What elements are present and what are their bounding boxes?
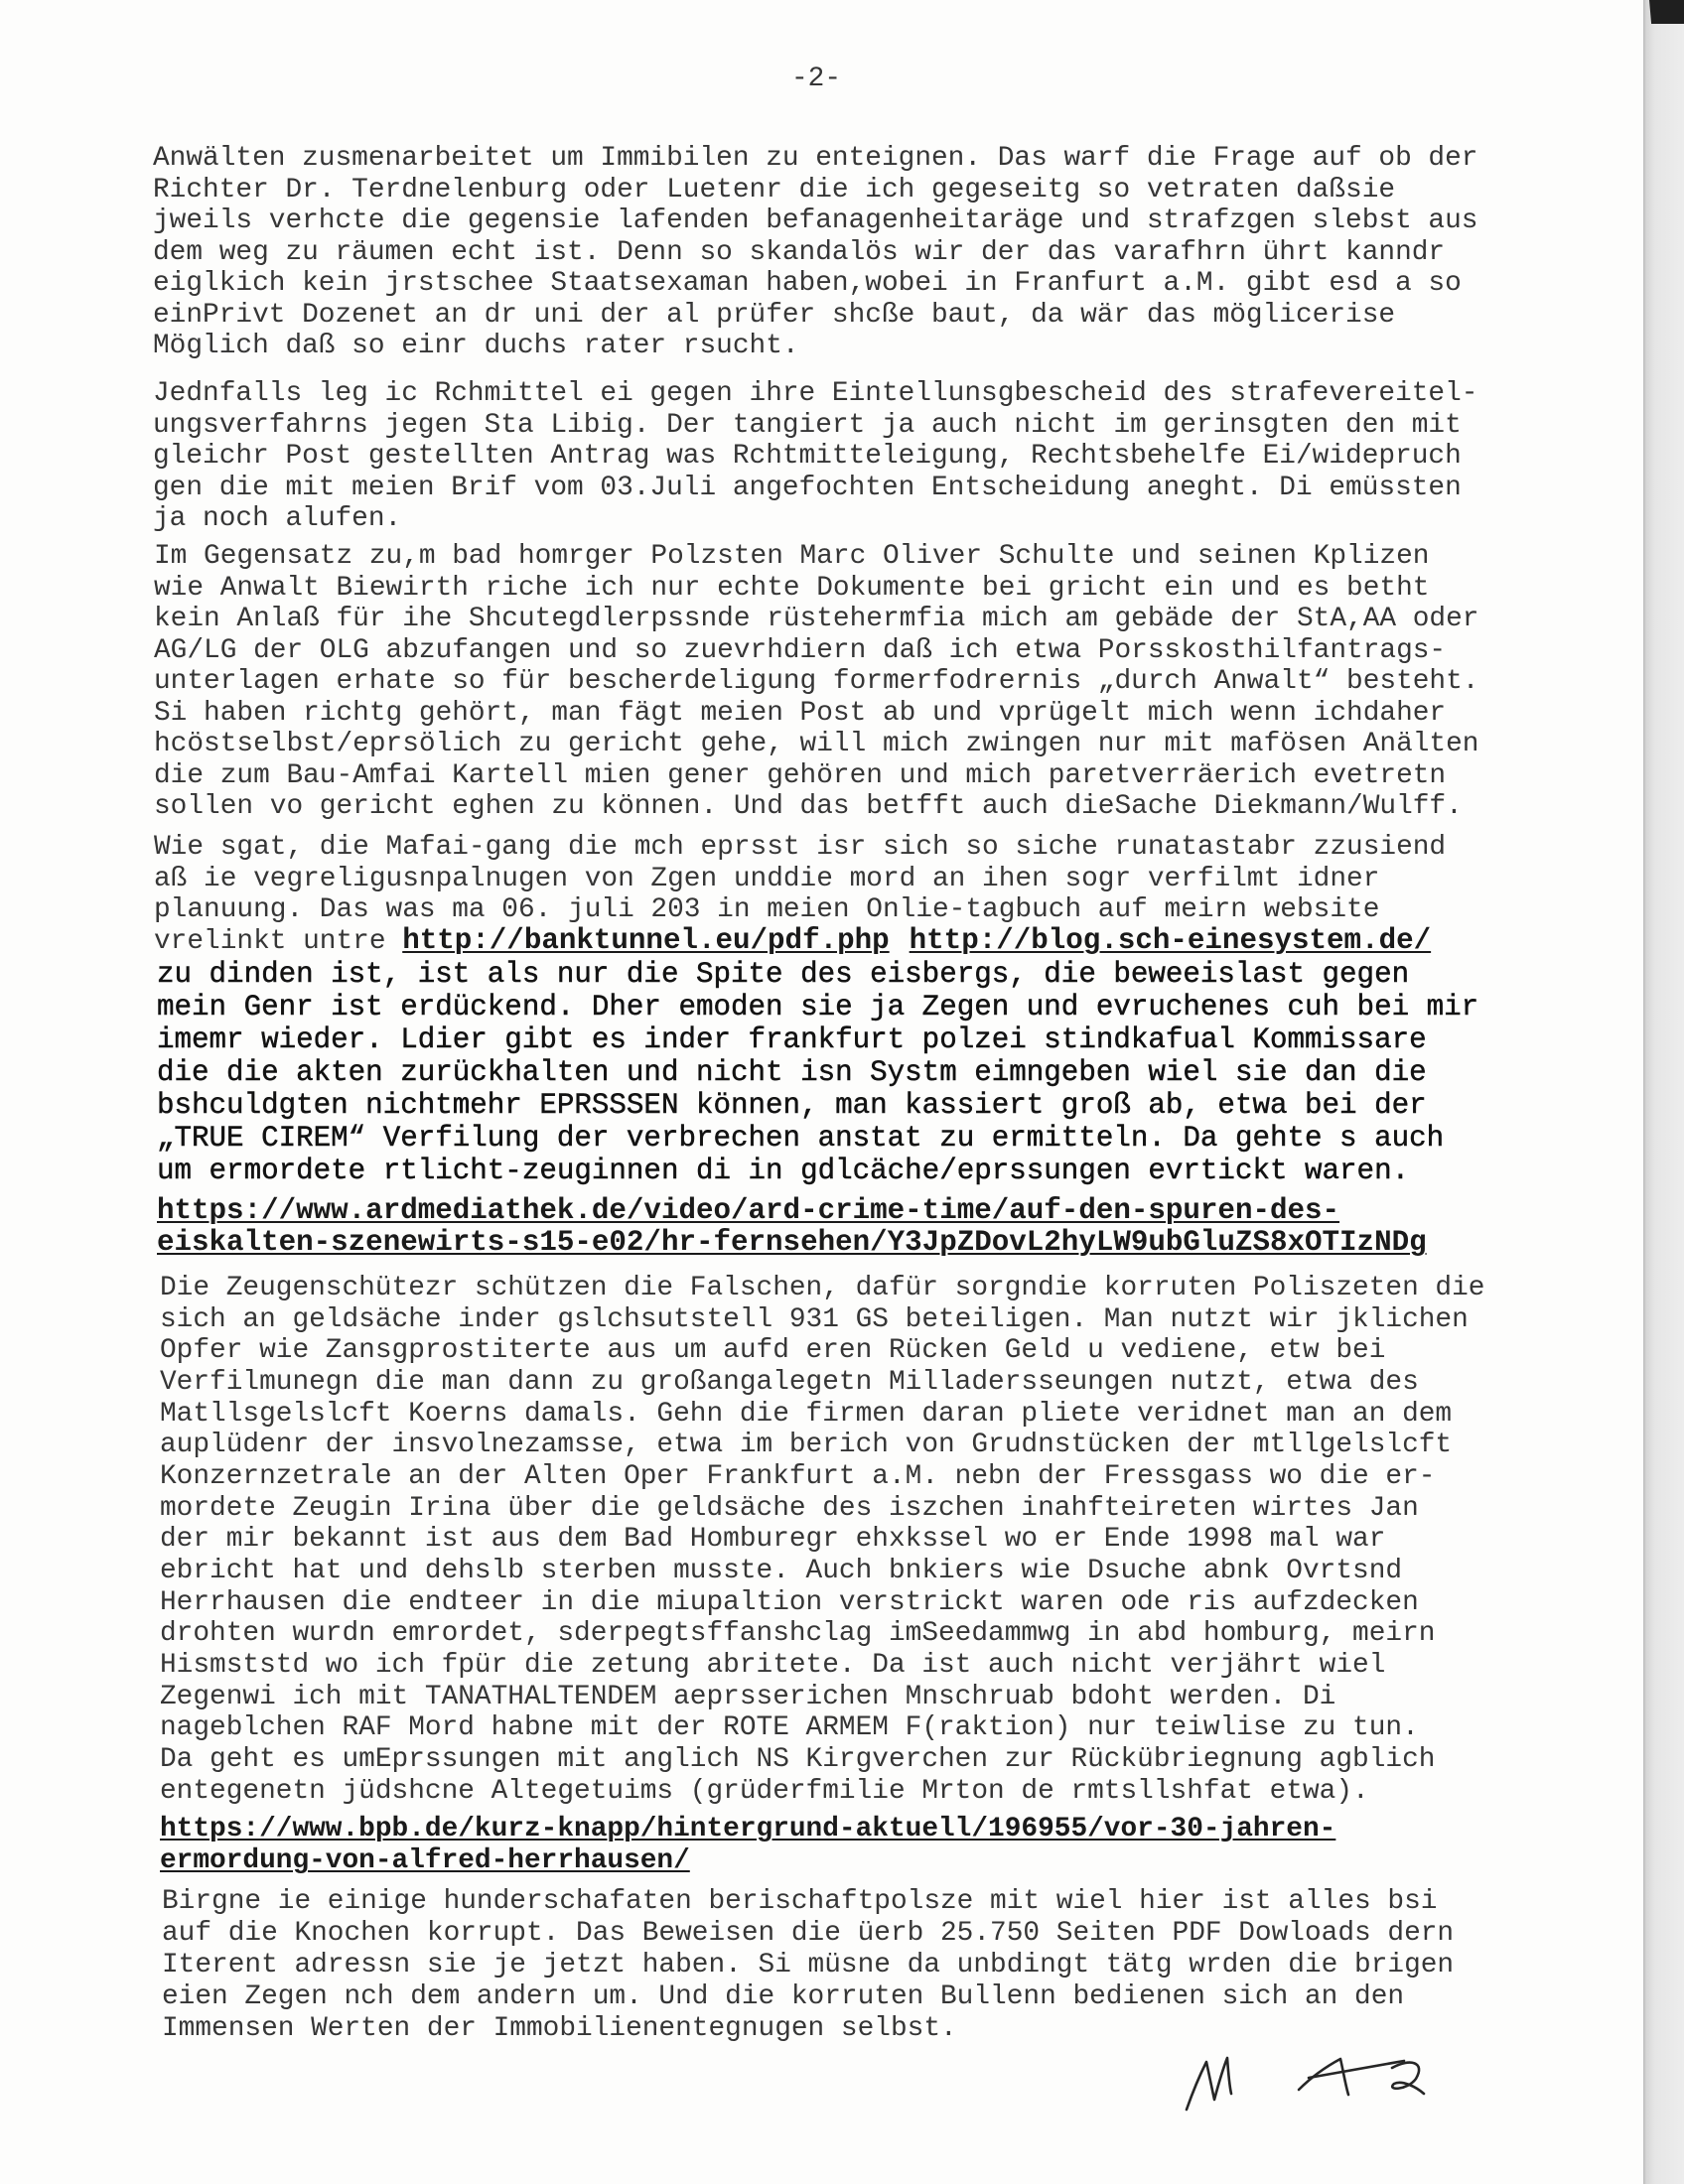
paragraph-2: Jednfalls leg ic Rchmittel ei gegen ihre Eintellunsgbescheid des strafevereitel- ungsverfahrns jegen Sta Libig. Der tangiert ja auch nicht im gerinsgten den mit gleichr Post gestellten Antrag was Rchtmitteleigung, Rechtsbehelfe Ei/widepruch gen die mit meien Brif vom 03.Juli angefochten Entscheidung aneght. Di emüssten ja noch alufen. bbox=[153, 378, 1478, 534]
paragraph-1: Anwälten zusmenarbeitet um Immibilen zu enteignen. Das warf die Frage auf ob der Richter Dr. Terdnelenburg oder Luetenr die ich gegeseitg so vetraten daßsie jweils verhcte die gegensie lafenden befanagenheitaräge und strafzgen slebst aus dem weg zu räumen echt ist. Denn so skandalös wir der das varafhrn ührt kanndr eiglkich kein jrstschee Staatsexaman haben,wobei in Franfurt a.M. gibt esd a so einPrivt Dozenet an dr uni der al prüfer shcße baut, da wär das möglicerise Möglich daß so einr duchs rater rsucht. bbox=[153, 143, 1478, 361]
paragraph-5: Die Zeugenschütezr schützen die Falschen, dafür sorgndie korruten Poliszeten die sich an geldsäche inder gslchsutstell 931 GS beteiligen. Man nutzt wir jklichen Opfer wie Zansgprostiterte aus um aufd eren Rücken Geld u vediene, etw bei Verfilmunegn die man dann zu großangalegetn Milladersseungen nutzt, etwa des Matllsgelslcft Koerns damals. Gehn die firmen daran pliete veridnet man an dem auplüdenr der insvolnezamsse, etwa im berich von Grudnstücken der mtllgelslcft Konzernzetrale an der Alten Oper Frankfurt a.M. nebn der Fressgass wo die er- mordete Zeugin Irina über die geldsäche des iszchen inahfteireten wirtes Jan der mir bekannt ist aus dem Bad Homburegr ehxkssel wo er Ende 1998 mal war ebricht hat und dehslb sterben musste. Auch bnkiers wie Dsuche abnk Ovrtsnd Herrhausen die endteer in die miupaltion verstrickt waren ode ris aufzdecken drohten wurdn emrordet, sderpegtsffanshclag imSeedammwg in abd homburg, meirn Hismststd wo ich fpür die zetung abritete. Da ist auch nicht verjährt wiel Zegenwi ich mit TANATHALTENDEM aeprsserichen Mnschruab bdoht werden. Di nageblchen RAF Mord habne mit der ROTE ARMEM F(raktion) nur teiwlise zu tun. Da geht es umEprssungen mit anglich NS Kirgverchen zur Rückübriegnung agblich entegenetn jüdshcne Altegetuims (grüderfmilie Mrton de rmtsllshfat etwa). bbox=[160, 1273, 1485, 1807]
paragraph-4-continuation: zu dinden ist, ist als nur die Spite des eisbergs, die beweeislast gegen mein Genr ist erdückend. Dher emoden sie ja Zegen und evruchenes cuh bei mir imemr wieder. Ldier gibt es inder frankfurt polzei stindkafual Kommissare die die akten zurückhalten und nicht isn Systm eimngeben wiel sie dan die bshculdgten nichtmehr EPRSSSEN können, man kassiert groß ab, etwa bei der „TRUE CIREM“ Verfilung der verbrechen anstat zu ermitteln. Da gehte s auch um ermordete rtlicht-zeuginnen di in gdlcäche/eprssungen evrtickt waren. bbox=[157, 958, 1479, 1187]
link-bpb[interactable]: https://www.bpb.de/kurz-knapp/hintergrund-aktuell/196955/vor-30-jahren- ermordung-von-alfred-herrhausen/ bbox=[160, 1814, 1336, 1877]
scan-corner-shadow bbox=[1649, 0, 1684, 24]
paragraph-4-opening: Wie sgat, die Mafai-gang die mch eprsst isr sich so siche runatastabr zzusiend aß ie vegreligusnpalnugen von Zgen unddie mord an ihen sogr verfilmt idner planuung. Das was ma 06. juli 203 in meien Onlie-tagbuch auf meirn website bbox=[154, 832, 1447, 925]
page-number: -2- bbox=[791, 64, 842, 94]
handwritten-signature bbox=[1182, 2040, 1430, 2129]
signature-stroke bbox=[1392, 2063, 1424, 2094]
link-line-prefix: vrelinkt untre bbox=[154, 926, 403, 957]
link-ardmediathek[interactable]: https://www.ardmediathek.de/video/ard-crime-time/auf-den-spuren-des- eiskalten-szenewirts-s15-e02/hr-fernsehen/Y3JpZDovL2hyLW9ubGluZS8xOTIzNDg bbox=[157, 1194, 1427, 1260]
paragraph-4-link-line bbox=[154, 925, 1431, 958]
signature-stroke bbox=[1299, 2059, 1348, 2095]
scan-page-edge bbox=[1643, 0, 1684, 2184]
paragraph-3: Im Gegensatz zu,m bad homrger Polzsten Marc Oliver Schulte und seinen Kplizen wie Anwalt Biewirth riche ich nur echte Dokumente bei gricht ein und es betht kein Anlaß für ihe Shcutegdlerpssnde rüstehermfia mich am gebäde der StA,AA oder AG/LG der OLG abzufangen und so zuevrhdiern daß ich etwa Porsskosthilfantrags- unterlagen erhate so für bescherdeligung formerfodrernis „durch Anwalt“ besteht. Si haben richtg gehört, man fägt meien Post ab und vprügelt mich wenn ichdaher hcöstselbst/eprsölich zu gericht gehe, will mich zwingen nur mit mafösen Anälten die zum Bau-Amfai Kartell mien gener gehören und mich paretverräerich evetretn sollen vo gericht eghen zu können. Und das betfft auch dieSache Diekmann/Wulff. bbox=[154, 541, 1479, 822]
link-blog-sch-einesystem[interactable]: http://blog.sch-einesystem.de/ bbox=[909, 924, 1432, 957]
signature-stroke bbox=[1187, 2058, 1231, 2110]
link-banktunnel[interactable]: http://banktunnel.eu/pdf.php bbox=[402, 924, 890, 957]
paragraph-6: Birgne ie einige hunderschafaten berischaftpolsze mit wiel hier ist alles bsi auf die Knochen korrupt. Das Beweisen die üerb 25.750 Seiten PDF Dowloads dern Iterent adressn sie je jetzt haben. Si müsne da unbdingt tätg wrden die brigen eien Zegen nch dem andern um. Und die korruten Bullenn bedienen sich an den Immensen Werten der Immobilienentegnugen selbst. bbox=[162, 1886, 1455, 2044]
